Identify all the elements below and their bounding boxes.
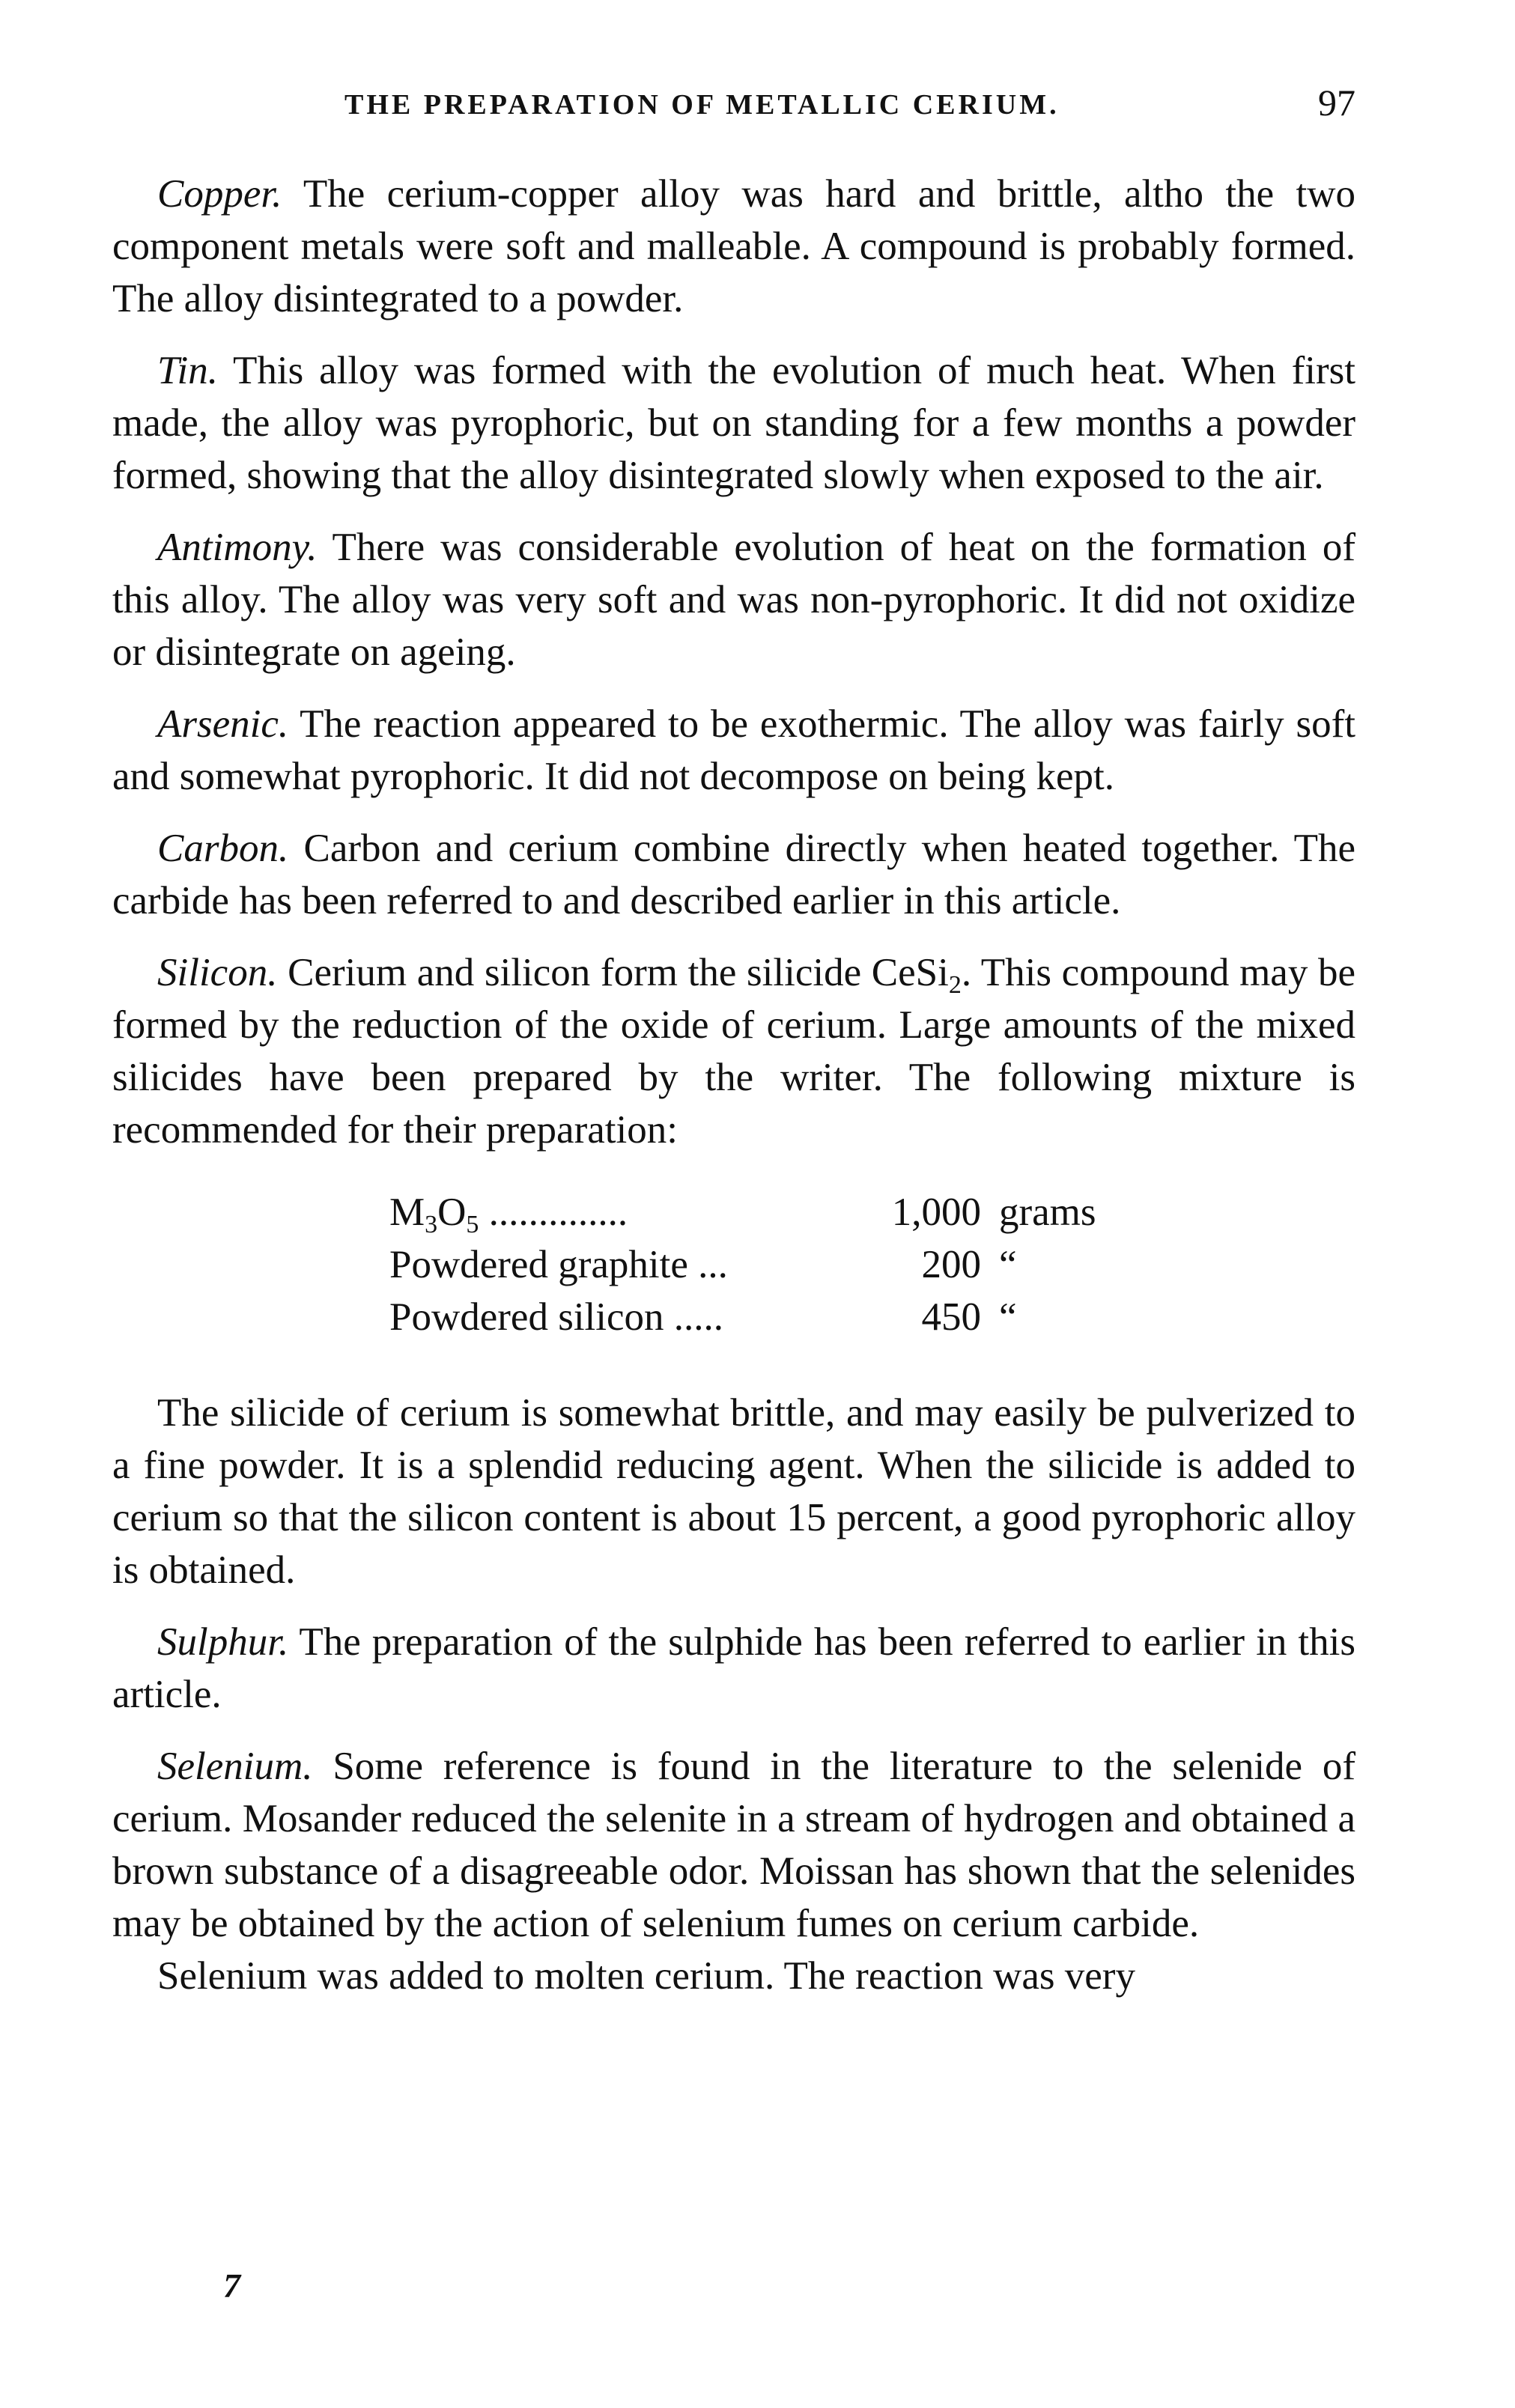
text-antimony: There was considerable evolution of heat on the formation of this alloy. The alloy was very soft and was non-pyrophoric. It did not oxidize or disintegrate on ageing. bbox=[112, 526, 1355, 674]
paragraph-copper bbox=[112, 168, 1355, 325]
dot-leader: .............. bbox=[479, 1191, 628, 1234]
term-selenium: Selenium. bbox=[157, 1745, 313, 1788]
recipe-ingredient bbox=[389, 1186, 869, 1238]
term-carbon: Carbon. bbox=[157, 827, 289, 870]
term-sulphur: Sulphur. bbox=[157, 1620, 289, 1664]
paragraph-arsenic bbox=[112, 698, 1355, 803]
term-antimony: Antimony. bbox=[157, 526, 318, 569]
page-number: 97 bbox=[1318, 82, 1355, 124]
text-silicon-before: Cerium and silicon form the silicide CeSi bbox=[288, 951, 949, 994]
term-tin: Tin. bbox=[157, 349, 219, 392]
signature-mark: 7 bbox=[223, 2266, 240, 2305]
recipe-row bbox=[389, 1238, 1355, 1291]
running-head: THE PREPARATION OF METALLIC CERIUM. bbox=[344, 89, 1060, 121]
paragraph-silicon bbox=[112, 946, 1355, 1156]
text-silicon-after: . This compound may be formed by the reduction of the oxide of cerium. Large amounts of the mixed silicides have been prepared by the writer. The following mixture is recommended for their preparation: bbox=[112, 951, 1356, 1152]
recipe-unit: “ bbox=[999, 1295, 1017, 1339]
paragraph-silicide bbox=[112, 1387, 1355, 1596]
formula-part: O bbox=[437, 1191, 467, 1234]
term-silicon: Silicon. bbox=[157, 951, 278, 994]
recipe-row bbox=[389, 1186, 1355, 1238]
body-text bbox=[112, 168, 1355, 2022]
term-arsenic: Arsenic. bbox=[157, 702, 289, 746]
text-copper: The cerium-copper alloy was hard and brittle, altho the two component metals were soft and malleable. A compound is probably formed. The alloy disintegrated to a powder. bbox=[112, 172, 1355, 320]
formula-subscript: 3 bbox=[425, 1211, 438, 1238]
term-copper: Copper. bbox=[157, 172, 282, 216]
page-header bbox=[112, 81, 1355, 141]
text-selenium: Some reference is found in the literature to the selenide of cerium. Mosander reduced the selenite in a stream of hydrogen and obtained a brown substance of a disagreeable odor. Moissan has shown that the selenides may be obtained by the action of selenium fumes on cerium carbide. bbox=[112, 1745, 1356, 1945]
recipe-quantity: 450 bbox=[921, 1295, 981, 1339]
formula-subscript: 5 bbox=[466, 1211, 479, 1238]
paragraph-carbon bbox=[112, 822, 1355, 927]
recipe-quantity: 200 bbox=[921, 1243, 981, 1286]
text-sulphur: The preparation of the sulphide has been referred to earlier in this article. bbox=[112, 1620, 1355, 1716]
text-arsenic: The reaction appeared to be exothermic. The alloy was fairly soft and somewhat pyrophoric. It did not decompose on being kept. bbox=[112, 702, 1355, 798]
recipe-ingredient: Powdered silicon ..... bbox=[389, 1295, 724, 1339]
recipe-ingredient: Powdered graphite ... bbox=[389, 1243, 728, 1286]
recipe-quantity: 1,000 bbox=[891, 1191, 981, 1234]
text-selenium-continued: Selenium was added to molten cerium. The reaction was very bbox=[157, 1954, 1135, 1998]
paragraph-selenium-continued bbox=[112, 1950, 1355, 2002]
text-tin: This alloy was formed with the evolution of much heat. When first made, the alloy was pyrophoric, but on standing for a few months a powder formed, showing that the alloy disintegrated slowly when exposed to the air. bbox=[112, 349, 1355, 497]
paragraph-antimony bbox=[112, 521, 1355, 678]
text-carbon: Carbon and cerium combine directly when heated together. The carbide has been referred to and described earlier in this article. bbox=[112, 827, 1356, 922]
formula-part: M bbox=[389, 1191, 425, 1234]
recipe-unit: “ bbox=[999, 1243, 1017, 1286]
recipe-table bbox=[389, 1186, 1355, 1343]
subscript-silicon: 2 bbox=[948, 971, 962, 999]
paragraph-sulphur bbox=[112, 1616, 1355, 1721]
recipe-row bbox=[389, 1291, 1355, 1343]
paragraph-selenium bbox=[112, 1740, 1355, 1950]
paragraph-tin bbox=[112, 344, 1355, 502]
recipe-unit: grams bbox=[999, 1191, 1096, 1234]
text-silicide: The silicide of cerium is somewhat brittle, and may easily be pulverized to a fine powder. It is a splendid reducing agent. When the silicide is added to cerium so that the silicon content is about 15 percent, a good pyrophoric alloy is obtained. bbox=[112, 1391, 1355, 1592]
